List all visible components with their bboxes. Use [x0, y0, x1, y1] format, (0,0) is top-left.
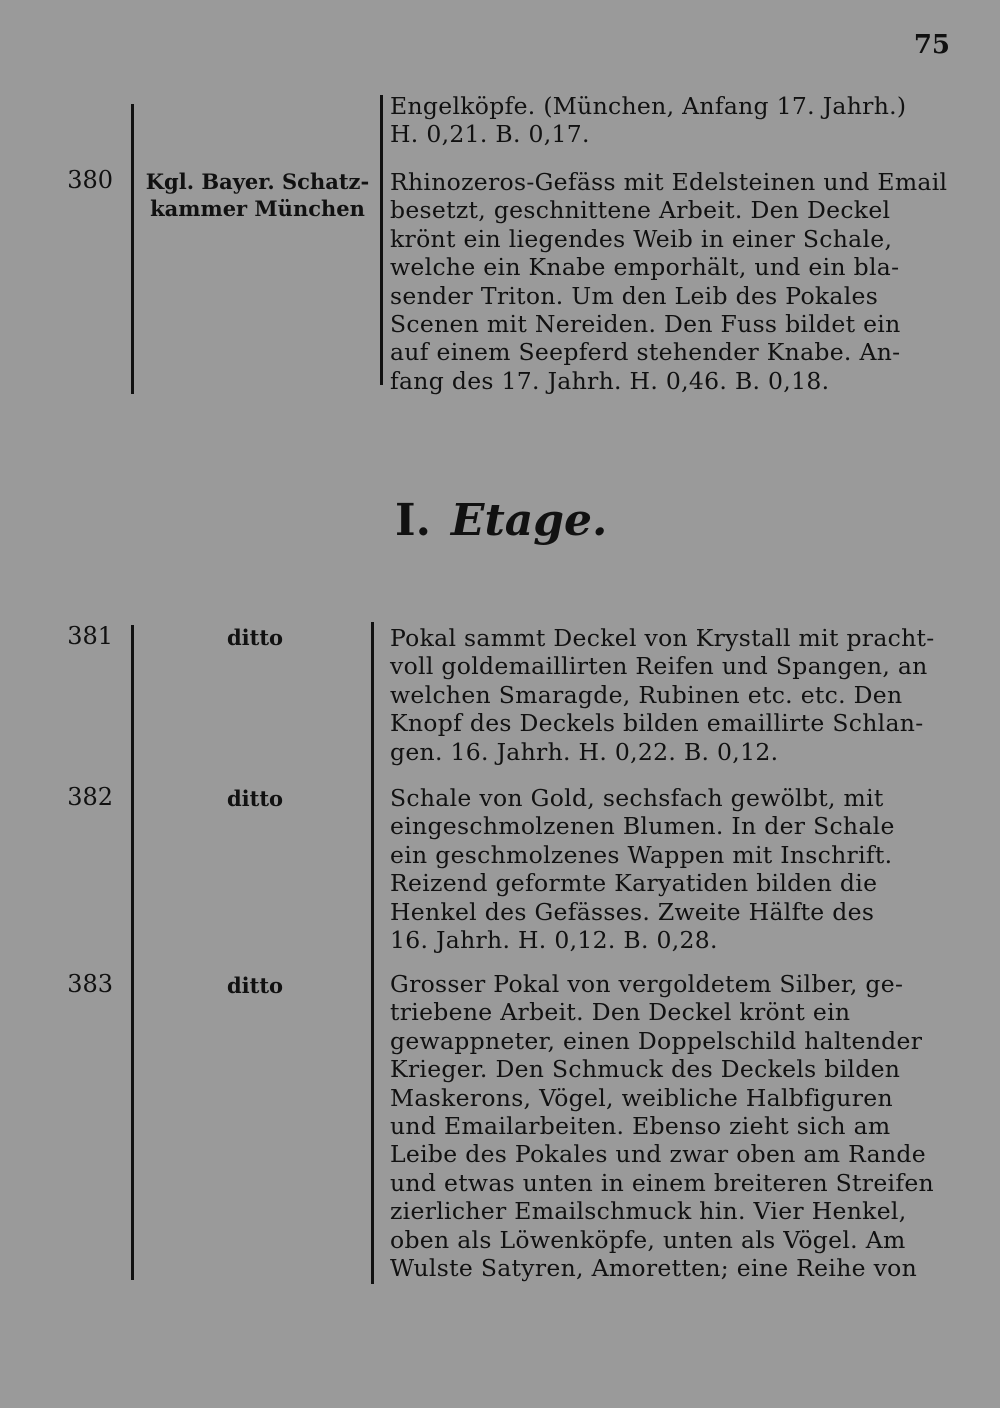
entry-line: sender Triton. Um den Leib des Pokales	[390, 281, 879, 310]
entry-line: Reizend geformte Karyatiden bilden die	[390, 869, 878, 898]
entry-owner: ditto	[226, 973, 284, 998]
entry-line: gewappneter, einen Doppelschild haltender	[390, 1026, 923, 1055]
entry-line: welchen Smaragde, Rubinen etc. etc. Den	[390, 680, 903, 709]
entry-line: zierlicher Emailschmuck hin. Vier Henkel,	[390, 1197, 907, 1226]
entry-owner: ditto	[226, 625, 284, 650]
entry-line: Rhinozeros-Gefäss mit Edelsteinen und Email	[390, 168, 948, 196]
heading-word: Etage.	[450, 495, 608, 546]
column-rule	[131, 104, 134, 394]
section-heading	[395, 495, 655, 546]
heading-numeral: I.	[395, 495, 431, 546]
entry-line: krönt ein liegendes Weib in einer Schale,	[390, 224, 893, 253]
entry-line: Henkel des Gefässes. Zweite Hälfte des	[390, 897, 875, 926]
entry-line: Grosser Pokal von vergoldetem Silber, ge-	[390, 970, 904, 998]
entry-description	[390, 970, 940, 1282]
column-rule	[380, 95, 383, 385]
entry-line: Pokal sammt Deckel von Krystall mit pracht-	[390, 624, 935, 652]
entry-line: welche ein Knabe emporhält, und ein bla-	[390, 253, 900, 282]
entry-line: und Emailarbeiten. Ebenso zieht sich am	[390, 1112, 891, 1141]
column-rule	[371, 622, 374, 1284]
owner-line: Kgl. Bayer. Schatz-	[145, 169, 370, 194]
entry-line: besetzt, geschnittene Arbeit. Den Deckel	[390, 196, 891, 225]
page-number: 75	[913, 30, 950, 60]
entry-line: Maskerons, Vögel, weibliche Halbfiguren	[390, 1083, 893, 1112]
entry-line: H. 0,21. B. 0,17.	[390, 120, 590, 149]
entry-continuation	[390, 92, 940, 149]
entry-number: 380	[67, 166, 113, 194]
entry-line: und etwas unten in einem breiteren Streifen	[390, 1168, 934, 1197]
entry-description	[390, 168, 948, 395]
entry-line: voll goldemaillirten Reifen und Spangen, an	[390, 652, 928, 681]
entry-line: oben als Löwenköpfe, unten als Vögel. Am	[390, 1225, 906, 1254]
entry-line: gen. 16. Jahrh. H. 0,22. B. 0,12.	[390, 737, 779, 766]
entry-line: Schale von Gold, sechsfach gewölbt, mit	[390, 784, 884, 812]
entry-description	[390, 624, 940, 766]
entry-line: Knopf des Deckels bilden emaillirte Schlan-	[390, 709, 924, 738]
entry-owner	[140, 168, 375, 222]
column-rule	[131, 625, 134, 1280]
entry-number: 383	[67, 970, 113, 998]
entry-line: 16. Jahrh. H. 0,12. B. 0,28.	[390, 926, 718, 955]
entry-line: ein geschmolzenes Wappen mit Inschrift.	[390, 840, 893, 869]
entry-line: Wulste Satyren, Amoretten; eine Reihe von	[390, 1254, 918, 1283]
entry-owner: ditto	[226, 786, 284, 811]
entry-line: Krieger. Den Schmuck des Deckels bilden	[390, 1055, 901, 1084]
entry-number: 381	[67, 622, 113, 650]
entry-line: Scenen mit Nereiden. Den Fuss bildet ein	[390, 310, 901, 339]
entry-line: fang des 17. Jahrh. H. 0,46. B. 0,18.	[390, 366, 830, 395]
entry-line: Leibe des Pokales und zwar oben am Rande	[390, 1140, 926, 1169]
entry-line: triebene Arbeit. Den Deckel krönt ein	[390, 998, 851, 1027]
entry-line: auf einem Seepferd stehender Knabe. An-	[390, 338, 901, 367]
entry-description	[390, 784, 940, 954]
entry-line: eingeschmolzenen Blumen. In der Schale	[390, 812, 895, 841]
entry-number: 382	[67, 783, 113, 811]
owner-line: kammer München	[150, 196, 365, 221]
entry-line: Engelköpfe. (München, Anfang 17. Jahrh.)	[390, 92, 907, 120]
